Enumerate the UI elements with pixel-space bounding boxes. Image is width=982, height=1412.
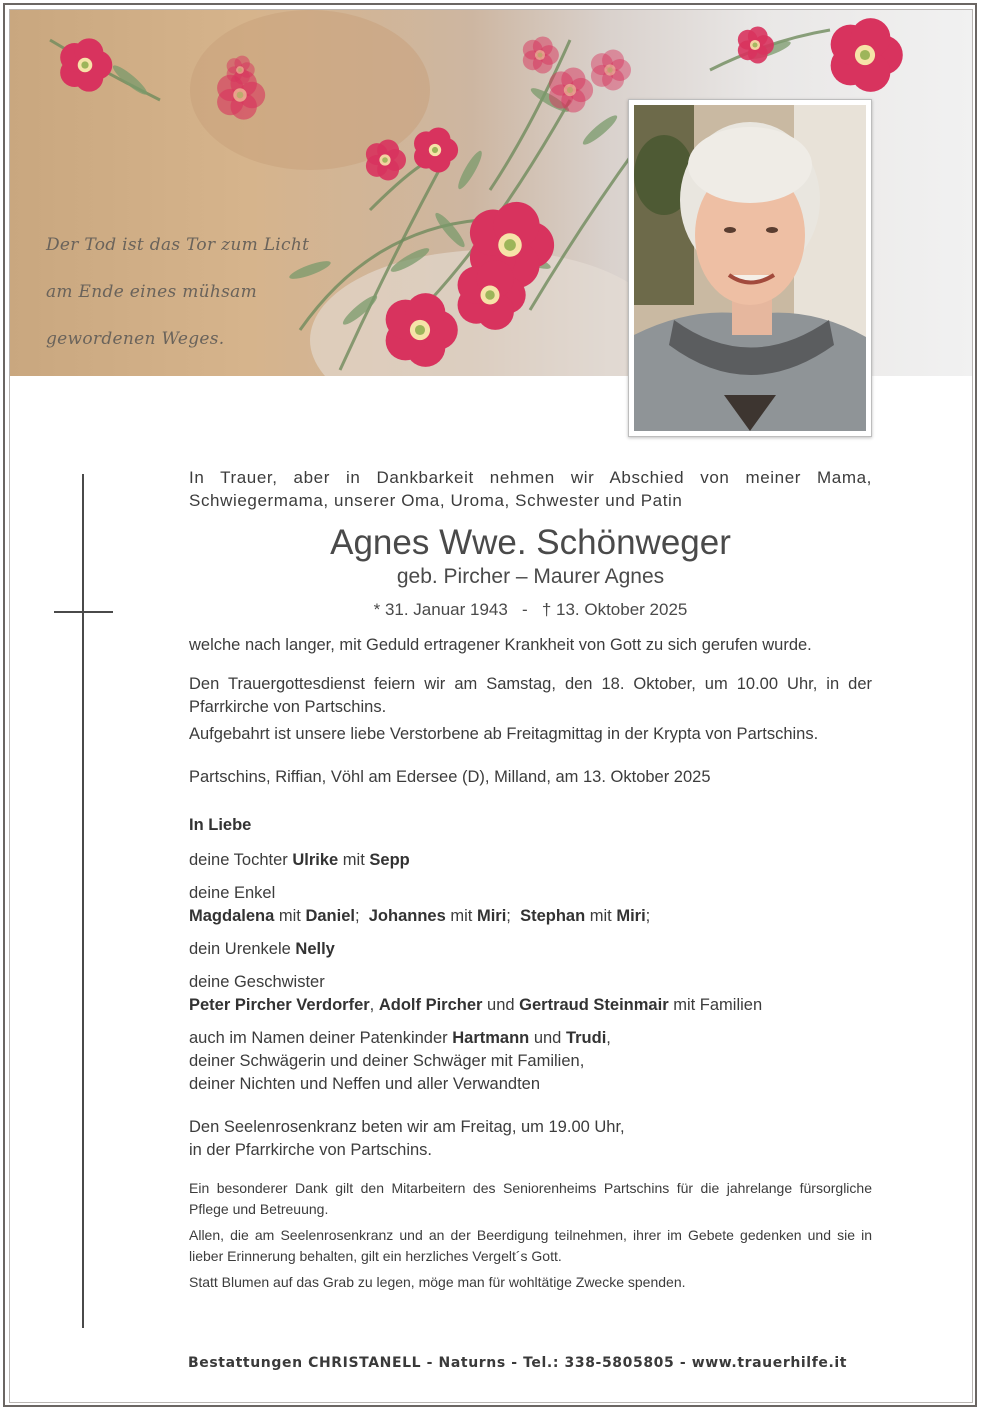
intro-text: In Trauer, aber in Dankbarkeit nehmen wir Abschied von meiner Mama, Schwiegermama, unserer Oma, Uroma, Schwester und Patin	[189, 468, 872, 510]
flower-pistil	[81, 61, 88, 68]
quote-line-2: am Ende eines mühsam	[46, 282, 257, 302]
leaf	[580, 112, 620, 148]
place-date-text: Partschins, Riffian, Vöhl am Edersee (D), Milland, am 13. Oktober 2025	[189, 768, 711, 786]
banner-quote	[46, 222, 346, 363]
flower-pistil	[237, 92, 244, 99]
life-dates: * 31. Januar 1943 - † 13. Oktober 2025	[373, 600, 688, 619]
flower-pistil	[504, 239, 516, 251]
birth-name: geb. Pircher – Maurer Agnes	[396, 565, 665, 588]
flower-pistil	[415, 325, 425, 335]
viewing-text: Aufgebahrt ist unsere liebe Verstorbene ab Freitagmittag in der Krypta von Partschins.	[189, 725, 819, 743]
thanks-flowers: Statt Blumen auf das Grab zu legen, möge man für wohltätige Zwecke spenden.	[189, 1274, 686, 1290]
thanks-attendees: Allen, die am Seelenrosenkranz und an der Beerdigung teilnehmen, ihrer im Gebete gedenken und sie in lieber Erinnerung behalten, gilt ein herzliches Vergelt´s Gott.	[189, 1227, 872, 1264]
relatives-line: deiner Nichten und Neffen und aller Verwandten	[189, 1075, 541, 1093]
service-text: Den Trauergottesdienst feiern wir am Samstag, den 18. Oktober, um 10.00 Uhr, in der Pfarrkirche von Partschins.	[189, 675, 872, 716]
grandchildren-label: deine Enkel	[189, 884, 276, 902]
flower-pistil	[485, 290, 495, 300]
quote-line-3: gewordenen Weges.	[46, 329, 225, 349]
obituary-body	[189, 466, 872, 1293]
in-love-label: In Liebe	[189, 816, 252, 834]
leaf	[455, 148, 486, 191]
great-grandchild-line: dein Urenkele Nelly	[189, 940, 335, 958]
godchildren-line: auch im Namen deiner Patenkinder Hartmann und Trudi,	[189, 1029, 611, 1047]
daughter-line: deine Tochter Ulrike mit Sepp	[189, 851, 410, 869]
flower-pistil	[607, 67, 613, 73]
funeral-home-footer: Bestattungen CHRISTANELL - Naturns - Tel.: 338-5805805 - www.trauerhilfe.it	[188, 1355, 848, 1371]
flower-pistil	[567, 87, 573, 93]
flower-pistil	[382, 157, 388, 163]
inlaws-line: deiner Schwägerin und deiner Schwäger mit Familien,	[189, 1052, 585, 1070]
thanks-care-home: Ein besonderer Dank gilt den Mitarbeitern des Seniorenheims Partschins für die jahrelange fürsorgliche Pflege und Betreuung.	[189, 1180, 872, 1217]
grandchildren-line: Magdalena mit Daniel; Johannes mit Miri; Stephan mit Miri;	[189, 907, 651, 925]
cross-vertical-bar	[82, 474, 84, 1328]
flower-pistil	[537, 52, 542, 57]
cross-horizontal-bar	[54, 611, 113, 613]
flower-pistil	[752, 42, 757, 47]
siblings-line: Peter Pircher Verdorfer, Adolf Pircher und Gertraud Steinmair mit Familien	[189, 996, 763, 1014]
leaf	[432, 210, 468, 250]
portrait-image	[634, 105, 866, 431]
portrait-photo	[628, 99, 872, 437]
flower-pistil	[432, 147, 438, 153]
flower-pistil	[860, 50, 870, 60]
quote-line-1: Der Tod ist das Tor zum Licht	[46, 235, 310, 255]
siblings-label: deine Geschwister	[189, 973, 325, 991]
flower-pistil	[238, 68, 242, 72]
leaf	[110, 62, 150, 98]
deceased-name: Agnes Wwe. Schönweger	[330, 523, 731, 562]
illness-text: welche nach langer, mit Geduld ertragener Krankheit von Gott zu sich gerufen wurde.	[189, 636, 812, 654]
rosary-line-1: Den Seelenrosenkranz beten wir am Freitag, um 19.00 Uhr,	[189, 1118, 625, 1136]
rosary-line-2: in der Pfarrkirche von Partschins.	[189, 1141, 433, 1159]
